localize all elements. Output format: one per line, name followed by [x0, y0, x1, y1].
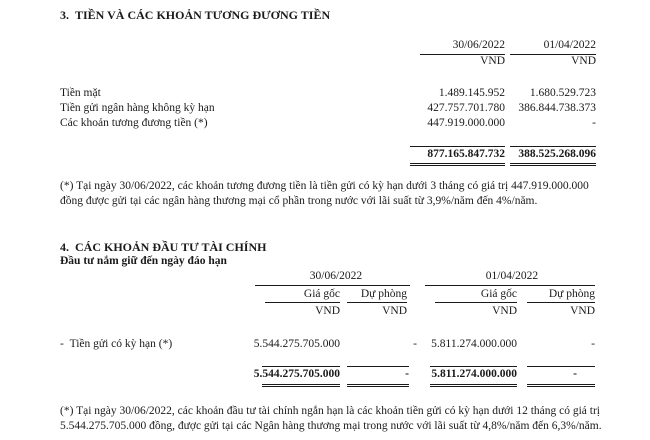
- section4-date1: 30/06/2022: [309, 270, 363, 282]
- col2-date: 01/04/2022: [543, 39, 596, 51]
- row-value-col2: 386.844.738.373: [518, 102, 596, 114]
- col-provision-2: Dự phòng: [548, 288, 595, 300]
- section3-note-line1: (*) Tại ngày 30/06/2022, các khoản tương đương tiền là tiền gửi có kỳ hạn dưới 3 tháng có giá trị 447.919.000.000: [60, 180, 589, 192]
- row-value-col1: 447.919.000.000: [427, 117, 505, 129]
- currency-provision-1: VND: [382, 305, 407, 317]
- section4-subheading: Đầu tư nắm giữ đến ngày đáo hạn: [60, 255, 227, 267]
- section3-total-col1: 877.165.847.732: [427, 148, 505, 160]
- section4-total-cost-col2: 5.811.274.000.000: [431, 368, 517, 380]
- currency-provision-2: VND: [570, 305, 595, 317]
- currency-cost-1: VND: [315, 305, 340, 317]
- section4-total-cost-col1: 5.544.275.705.000: [253, 368, 340, 380]
- row-cost-col1: 5.544.275.705.000: [253, 338, 340, 350]
- col2-currency: VND: [571, 55, 596, 67]
- col-provision-1: Dự phòng: [360, 288, 407, 300]
- section4-date2: 01/04/2022: [485, 270, 539, 282]
- row-label: Tiền mặt: [60, 87, 101, 99]
- currency-cost-2: VND: [492, 305, 517, 317]
- section4-heading: 4. CÁC KHOẢN ĐẦU TƯ TÀI CHÍNH: [60, 240, 267, 254]
- section4-total-provision-col1: -: [405, 368, 409, 380]
- section3-heading: 3. TIỀN VÀ CÁC KHOẢN TƯƠNG ĐƯƠNG TIỀN: [60, 8, 331, 22]
- row-label: - Tiền gửi có kỳ hạn (*): [60, 338, 173, 350]
- section4-note-line1: (*) Tại ngày 30/06/2022, các khoản đầu tư tài chính ngắn hạn là các khoản tiền gửi có kỳ hạn dưới 12 tháng có giá trị: [60, 405, 601, 417]
- col-cost-2: Giá gốc: [480, 288, 517, 300]
- row-provision-col1: -: [413, 338, 417, 350]
- col-cost-1: Giá gốc: [303, 288, 340, 300]
- row-value-col1: 427.757.701.780: [427, 102, 505, 114]
- col1-currency: VND: [480, 55, 505, 67]
- row-cost-col2: 5.811.274.000.000: [431, 338, 517, 350]
- row-label: Các khoản tương đương tiền (*): [60, 117, 208, 129]
- row-provision-col2: -: [591, 338, 595, 350]
- section3-note-line2: đồng được gửi tại các ngân hàng thương mại cổ phần trong nước với lãi suất từ 3,9%/năm đến 4%/năm.: [60, 195, 538, 207]
- section4-note-line2: 5.544.275.705.000 đồng, được gửi tại các Ngân hàng thương mại trong nước với lãi suất từ 4,8%/năm đến 6,3%/năm.: [60, 420, 602, 432]
- row-value-col2: -: [592, 117, 596, 129]
- row-value-col1: 1.489.145.952: [438, 87, 505, 99]
- row-label: Tiền gửi ngân hàng không kỳ hạn: [60, 102, 215, 114]
- section4-total-provision-col2: -: [573, 368, 577, 380]
- col1-date: 30/06/2022: [452, 39, 505, 51]
- section3-total-col2: 388.525.268.096: [518, 148, 596, 160]
- row-value-col2: 1.680.529.723: [529, 87, 596, 99]
